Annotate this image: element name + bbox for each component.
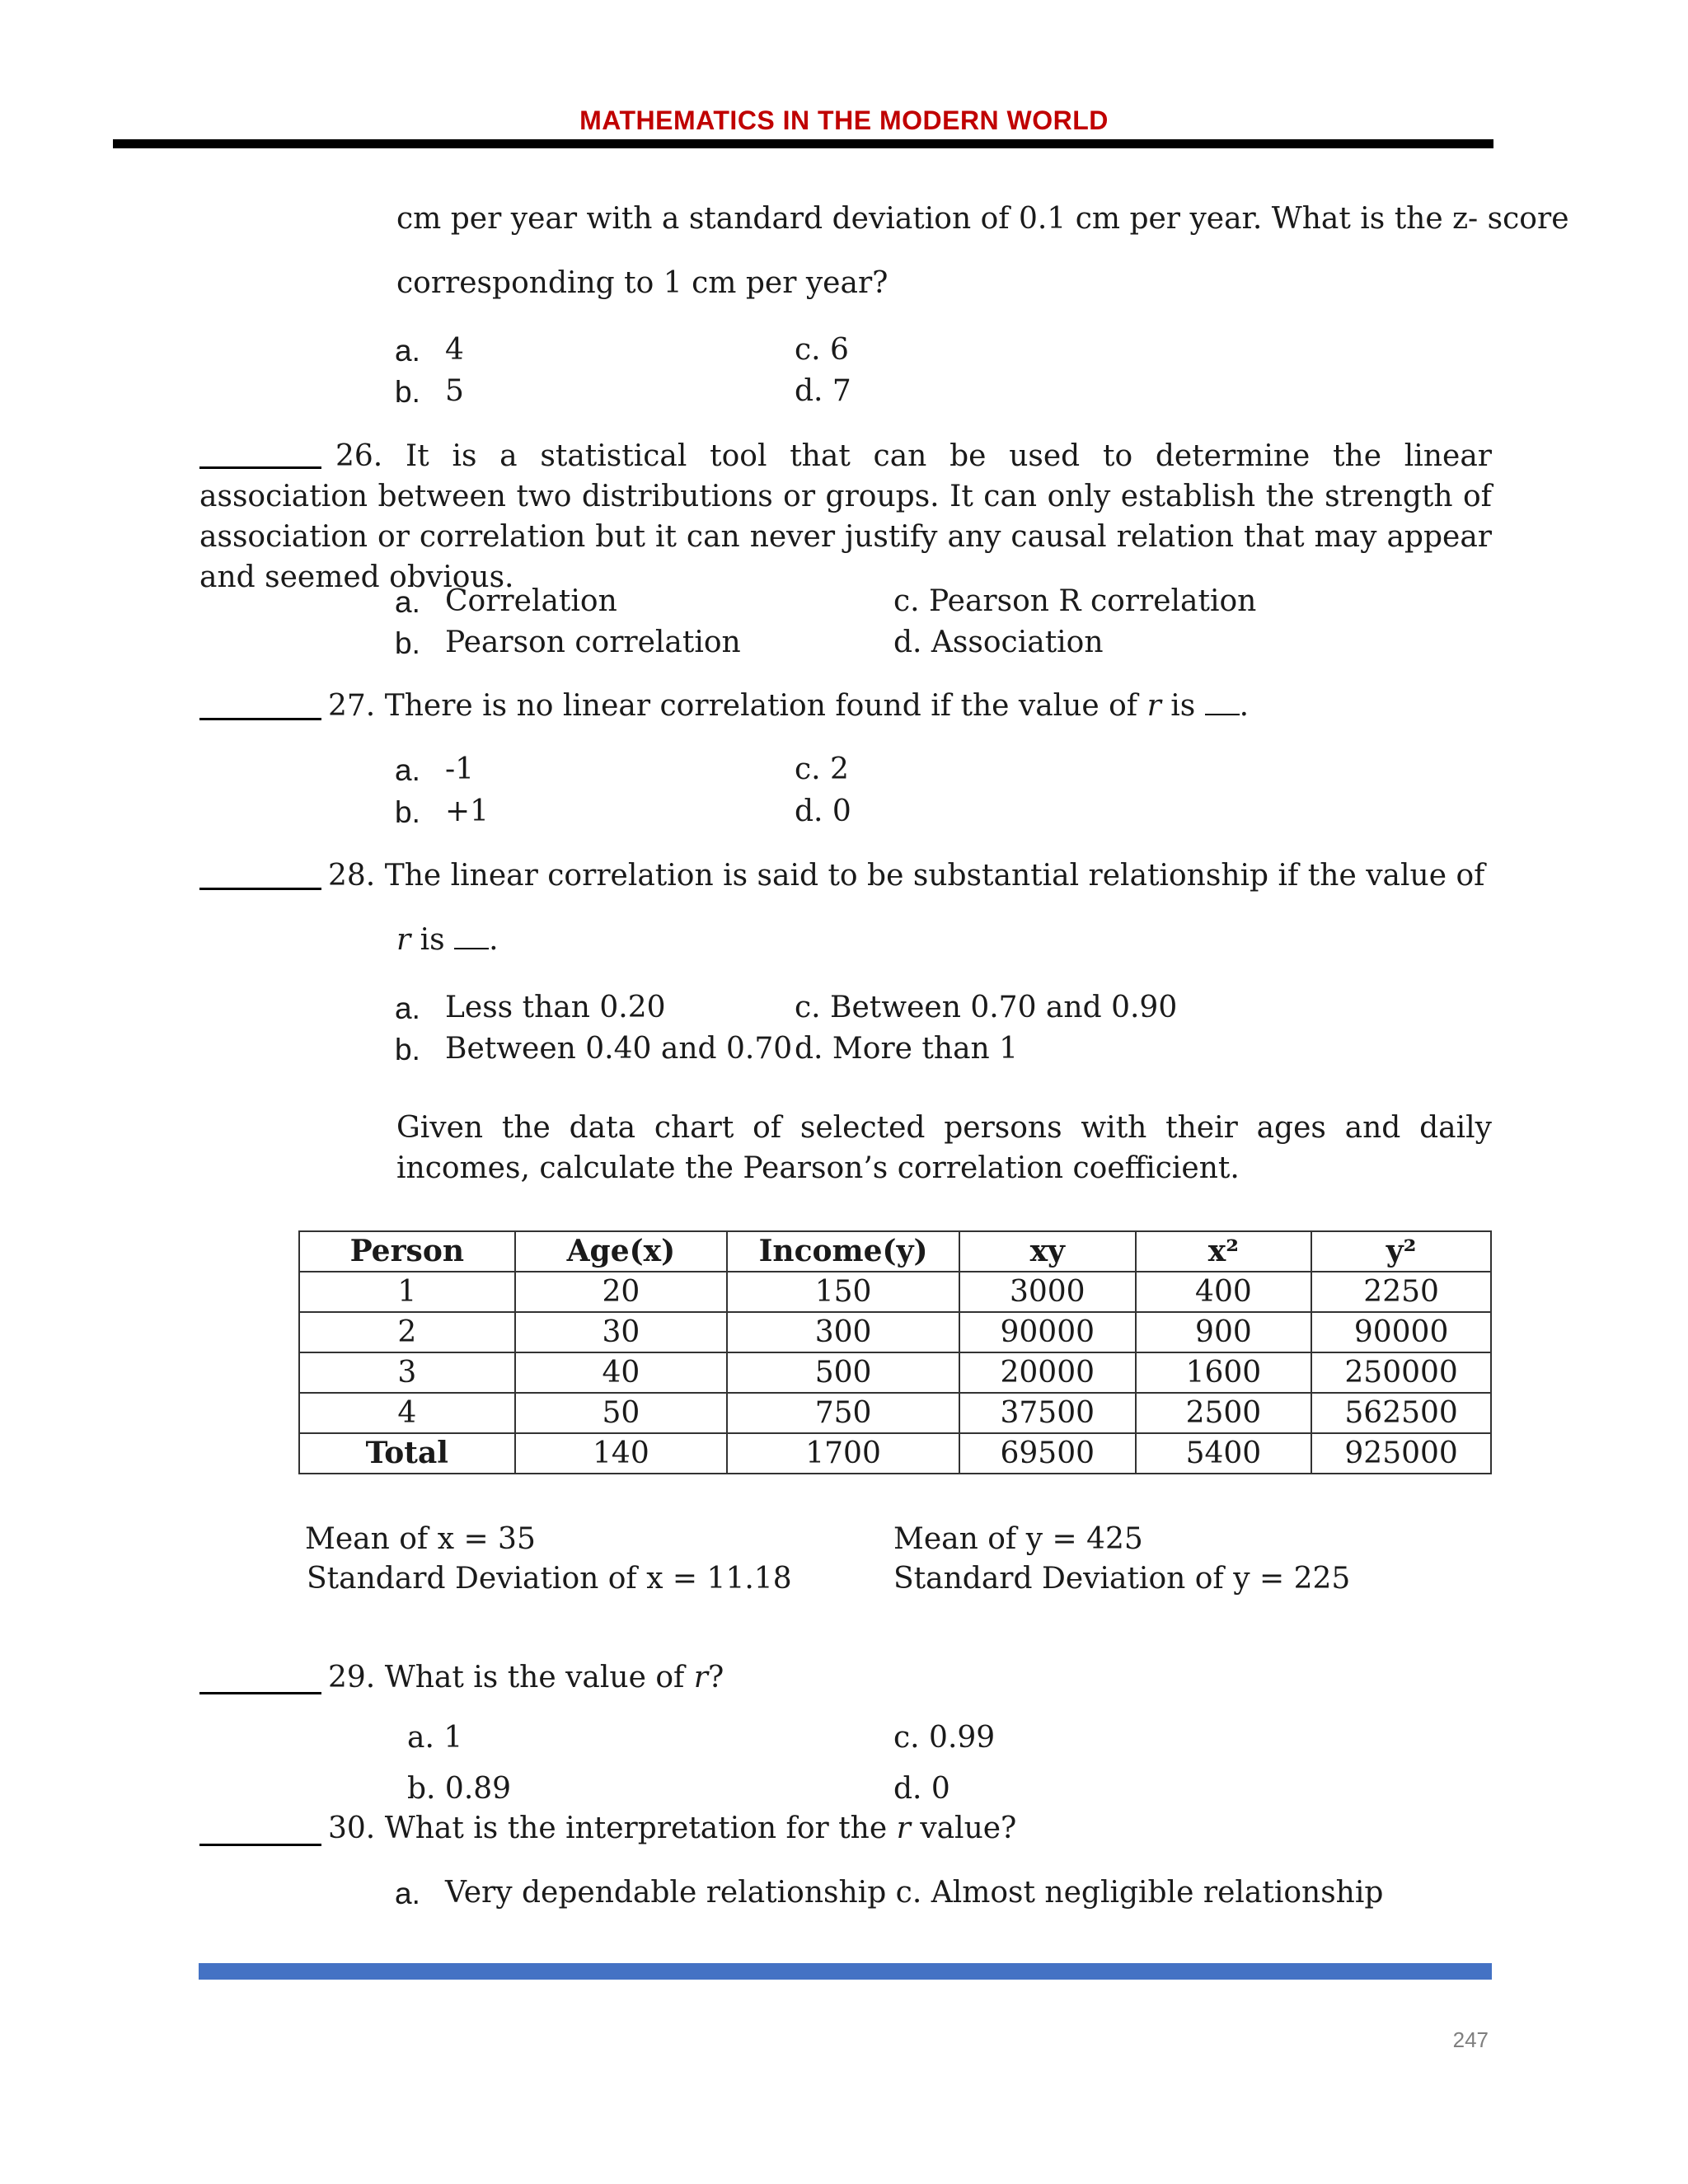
table-cell: 3000 <box>959 1272 1136 1312</box>
mean-y: Mean of y = 425 <box>893 1522 1143 1556</box>
q28-line2: r is . <box>396 923 499 957</box>
given-paragraph: Given the data chart of selected persons with their ages and daily incomes, calculate the Pearson’s correlation coefficient. <box>396 1111 1492 1185</box>
table-total-row <box>299 1433 1491 1474</box>
q28-option-d: d. More than 1 <box>795 1032 1019 1066</box>
table-cell: 5400 <box>1136 1433 1312 1474</box>
header-rule <box>113 139 1493 148</box>
table-cell: 90000 <box>959 1312 1136 1352</box>
table-cell: 500 <box>727 1352 959 1393</box>
table-row <box>299 1272 1491 1312</box>
table-header-cell: xy <box>959 1231 1136 1272</box>
answer-blank-27[interactable] <box>199 718 321 720</box>
table-cell: 400 <box>1136 1272 1312 1312</box>
q25-option-c: c. 6 <box>795 333 849 367</box>
q29-option-a: a. 1 <box>407 1721 463 1755</box>
q27-option-c: c. 2 <box>795 752 849 786</box>
table-cell: 3 <box>299 1352 515 1393</box>
q25-option-a: 4 <box>445 333 464 367</box>
footer-bar <box>199 1963 1492 1980</box>
q27-option-a-letter: a. <box>395 753 420 787</box>
table-header-cell: Person <box>299 1231 515 1272</box>
q28-option-b-letter: b. <box>395 1033 420 1066</box>
table-cell: 90000 <box>1311 1312 1491 1352</box>
q26-text: 26. It is a statistical tool that can be used to determine the linear association between two distributions or groups. It can only establish the strength of association or correlation but it can never justify any causal relation that may appear and seemed obvious. <box>199 439 1492 594</box>
q30-option-a: Very dependable relationship c. Almost negligible relationship <box>445 1876 1384 1910</box>
answer-blank-29[interactable] <box>199 1692 321 1694</box>
table-cell: 1700 <box>727 1433 959 1474</box>
table-header-cell: y² <box>1311 1231 1491 1272</box>
table-cell: 37500 <box>959 1393 1136 1433</box>
table-cell: 140 <box>515 1433 728 1474</box>
table-cell: 750 <box>727 1393 959 1433</box>
page-number: 247 <box>1452 2027 1489 2052</box>
table-cell: 4 <box>299 1393 515 1433</box>
q25-option-a-letter: a. <box>395 334 420 368</box>
table-cell: 69500 <box>959 1433 1136 1474</box>
q26-option-a: Correlation <box>445 584 617 618</box>
sd-y: Standard Deviation of y = 225 <box>893 1562 1351 1596</box>
q25-line2: corresponding to 1 cm per year? <box>396 266 889 300</box>
table-cell: 20000 <box>959 1352 1136 1393</box>
table-cell: Total <box>299 1433 515 1474</box>
table-header-cell: Income(y) <box>727 1231 959 1272</box>
q27-option-b: +1 <box>445 794 490 828</box>
q29-text: 29. What is the value of r? <box>328 1661 724 1694</box>
q26-option-d: d. Association <box>893 626 1104 659</box>
page-header-title: MATHEMATICS IN THE MODERN WORLD <box>579 105 1109 135</box>
table-cell: 300 <box>727 1312 959 1352</box>
q28-inline-blank <box>454 925 489 949</box>
q26-option-b-letter: b. <box>395 626 420 660</box>
table-cell: 150 <box>727 1272 959 1312</box>
data-table <box>298 1230 1492 1474</box>
table-cell: 1 <box>299 1272 515 1312</box>
mean-x: Mean of x = 35 <box>305 1522 536 1556</box>
table-cell: 250000 <box>1311 1352 1491 1393</box>
table-cell: 900 <box>1136 1312 1312 1352</box>
table-cell: 40 <box>515 1352 728 1393</box>
table-cell: 2250 <box>1311 1272 1491 1312</box>
table-header-row <box>299 1231 1491 1272</box>
q25-option-b: 5 <box>445 374 464 408</box>
q30-text: 30. What is the interpretation for the r value? <box>328 1811 1017 1845</box>
table-row <box>299 1393 1491 1433</box>
answer-blank-30[interactable] <box>199 1844 321 1846</box>
table-row <box>299 1312 1491 1352</box>
table-cell: 2500 <box>1136 1393 1312 1433</box>
q25-option-d: d. 7 <box>795 374 851 408</box>
q27-option-a: -1 <box>445 752 475 786</box>
q25-line1: cm per year with a standard deviation of 0.1 cm per year. What is the z- score <box>396 202 1569 236</box>
table-header-cell: Age(x) <box>515 1231 728 1272</box>
q30-option-a-letter: a. <box>395 1877 420 1910</box>
table-cell: 50 <box>515 1393 728 1433</box>
q28-option-c: c. Between 0.70 and 0.90 <box>795 991 1178 1024</box>
table-header-cell: x² <box>1136 1231 1312 1272</box>
q29-option-c: c. 0.99 <box>893 1721 996 1755</box>
q26-option-b: Pearson correlation <box>445 626 741 659</box>
q29-option-b: b. 0.89 <box>407 1772 512 1806</box>
table-cell: 1600 <box>1136 1352 1312 1393</box>
q28-option-a: Less than 0.20 <box>445 991 666 1024</box>
table-row <box>299 1352 1491 1393</box>
table-cell: 30 <box>515 1312 728 1352</box>
q26-option-c: c. Pearson R correlation <box>893 584 1257 618</box>
q26-option-a-letter: a. <box>395 585 420 619</box>
sd-x: Standard Deviation of x = 11.18 <box>307 1562 792 1596</box>
q28-text: 28. The linear correlation is said to be substantial relationship if the value of <box>328 859 1485 893</box>
table-cell: 562500 <box>1311 1393 1491 1433</box>
answer-blank-28[interactable] <box>199 888 321 890</box>
q27-text: 27. There is no linear correlation found if the value of r is . <box>328 689 1250 723</box>
q28-option-a-letter: a. <box>395 991 420 1025</box>
q27-inline-blank <box>1205 691 1240 715</box>
q29-option-d: d. 0 <box>893 1772 950 1806</box>
q28-option-b: Between 0.40 and 0.70 <box>445 1032 793 1066</box>
q27-option-d: d. 0 <box>795 794 851 828</box>
q25-option-b-letter: b. <box>395 375 420 409</box>
table-cell: 20 <box>515 1272 728 1312</box>
table-cell: 925000 <box>1311 1433 1491 1474</box>
q27-option-b-letter: b. <box>395 795 420 829</box>
table-cell: 2 <box>299 1312 515 1352</box>
